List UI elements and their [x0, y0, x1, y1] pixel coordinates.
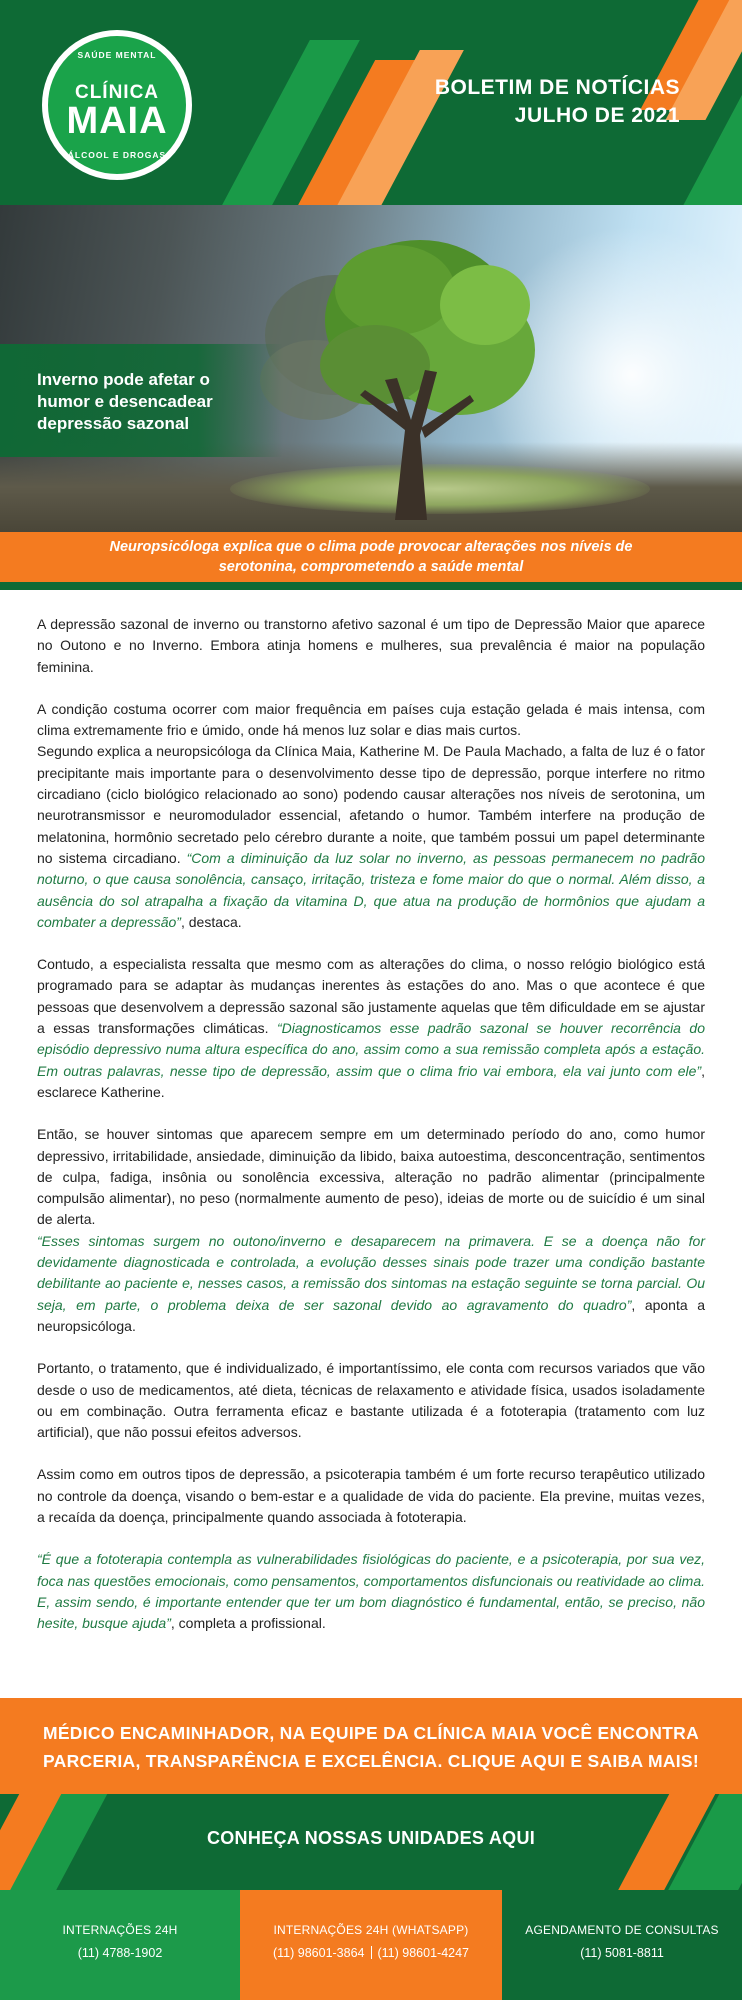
- whatsapp-title: INTERNAÇÕES 24H (WHATSAPP): [273, 1923, 469, 1937]
- article-body: [37, 614, 705, 1655]
- paragraph-8: Assim como em outros tipos de depressão, a psicoterapia também é um forte recurso terapêutico utilizado no controle da doença, visando o bem-estar e a qualidade de vida do paciente. Ela previne, muitas vezes, a recaída da doença, principalmente quando associada à fototerapia.: [37, 1466, 705, 1525]
- logo-ring-bottom-text: ÁLCOOL E DROGAS: [67, 150, 167, 160]
- paragraph-4: [37, 954, 705, 1103]
- appointments-title: AGENDAMENTO DE CONSULTAS: [525, 1923, 719, 1937]
- hero-image: [0, 205, 742, 532]
- footer-column-whatsapp: [240, 1890, 502, 2000]
- paragraph-3-text: Segundo explica a neuropsicóloga da Clínica Maia, Katherine M. De Paula Machado, a falta de luz é o fator precipitante mais importante para o desenvolvimento desse tipo de depressão, porque interfere no ritmo circadiano (ciclo biológico relacionado ao sono) podendo causar alterações nos níveis de serotonina, um neurotransmissor e neuromodulador essencial, afetando o humor. Também interfere na produção de melatonina, hormônio secretado pelo cérebro durante a noite, que também possui um papel determinante no sistema circadiano.: [37, 743, 705, 866]
- footer-column-appointments: [502, 1890, 742, 2000]
- subtitle-divider: [0, 582, 742, 590]
- paragraph-4-tail: , esclarece Katherine.: [37, 1062, 705, 1100]
- paragraph-9-quote: “É que a fototerapia contempla as vulnerabilidades fisiológicas do paciente, e a psicoterapia, por sua vez, foca nas questões emocionais, como pensamentos, comportamentos disfuncionais ou reatividade ao clima. E, assim sendo, é importante entender que ter um bom diagnóstico é fundamental, então, se preciso, não hesite, busque ajuda”: [37, 1551, 705, 1632]
- paragraph-5: Então, se houver sintomas que aparecem sempre em um determinado período do ano, como humor depressivo, irritabilidade, ansiedade, diminuição da libido, baixa autoestima, desconcentração, sentimentos de culpa, fadiga, insônia ou sonolência excessiva, alteração no padrão alimentar (principalmente compulsão alimentar), no peso (normalmente aumento de peso), ideias de morte ou de suicídio é um sinal de alerta.: [37, 1126, 705, 1228]
- bulletin-date: JULHO DE 2021: [514, 104, 680, 127]
- whatsapp-phone-1[interactable]: (11) 98601-3864: [272, 1946, 365, 1960]
- paragraph-7: Portanto, o tratamento, que é individualizado, é importantíssimo, ele conta com recursos variados que vão desde o uso de medicamentos, até dieta, técnicas de relaxamento e atividade física, usados isoladamente ou em combinação. Outra ferramenta eficaz e bastante utilizada é a fototerapia (tratamento com luz artificial), que não possui efeitos adversos.: [37, 1360, 705, 1441]
- clinica-maia-logo[interactable]: [42, 30, 192, 180]
- paragraph-4-quote: “Diagnosticamos esse padrão sazonal se houver recorrência do episódio depressivo numa altura específica do ano, assim como a sua remissão completa após a estação. Em outras palavras, nesse tipo de depressão, assim que o clima frio vai embora, ela vai junto com ele”: [37, 1020, 705, 1079]
- paragraph-2: A condição costuma ocorrer com maior frequência em países cuja estação gelada é mais intensa, com clima extremamente frio e úmido, onde há menos luz solar e dias mais curtos.: [37, 700, 705, 739]
- tree-illustration: [255, 230, 555, 530]
- subtitle-line-2: serotonina, comprometendo a saúde mental: [218, 559, 524, 575]
- whatsapp-phones: [240, 1946, 502, 1960]
- admissions-phone[interactable]: (11) 4788-1902: [77, 1946, 163, 1960]
- logo-name-top: CLÍNICA: [74, 82, 160, 103]
- article-subtitle: [0, 532, 742, 582]
- paragraph-6-tail: , aponta a neuropsicóloga.: [37, 1296, 705, 1334]
- paragraph-3-tail: , destaca.: [180, 913, 242, 930]
- cta-line-2: PARCERIA, TRANSPARÊNCIA E EXCELÊNCIA. CLIQUE AQUI E SAIBA MAIS!: [42, 1751, 700, 1771]
- units-link-label: CONHEÇA NOSSAS UNIDADES AQUI: [206, 1828, 536, 1848]
- admissions-title: INTERNAÇÕES 24H: [62, 1923, 178, 1937]
- whatsapp-phone-2[interactable]: (11) 98601-4247: [377, 1946, 470, 1960]
- header-banner: [0, 0, 742, 205]
- phone-separator: [371, 1946, 372, 1959]
- units-banner[interactable]: [0, 1794, 742, 1890]
- paragraph-6-quote: “Esses sintomas surgem no outono/inverno e desaparecem na primavera. E se a doença não for devidamente diagnosticada e controlada, a evolução desses sinais pode trazer uma condição bastante debilitante ao paciente e, nesses casos, a remissão dos sintomas na estação seguinte se torna parcial. Ou seja, em parte, o problema deixa de ser sazonal devido ao agravamento do quadro”: [37, 1232, 705, 1313]
- contact-footer: [0, 1890, 742, 2000]
- paragraph-3: [37, 741, 705, 933]
- paragraph-4-text: Contudo, a especialista ressalta que mesmo com as alterações do clima, o nosso relógio biológico está programado para se adaptar às mudanças inerentes às estações do ano. Mas o que acontece é que pessoas que desenvolvem a depressão sazonal são justamente aquelas que têm dificuldade em se ajustar a essas transformações climáticas.: [37, 956, 705, 1037]
- subtitle-line-1: Neuropsicóloga explica que o clima pode provocar alterações nos níveis de: [109, 539, 633, 555]
- bulletin-title: BOLETIM DE NOTÍCIAS: [434, 76, 680, 99]
- referring-doctor-cta[interactable]: [0, 1698, 742, 1794]
- logo-ring-top-text: SAÚDE MENTAL: [77, 50, 157, 60]
- cta-line-1: MÉDICO ENCAMINHADOR, NA EQUIPE DA CLÍNICA MAIA VOCÊ ENCONTRA: [42, 1723, 700, 1743]
- paragraph-1: A depressão sazonal de inverno ou transtorno afetivo sazonal é um tipo de Depressão Maior que aparece no Outono e no Inverno. Embora atinja homens e mulheres, sua prevalência é maior na população feminina.: [37, 616, 705, 675]
- appointments-phone[interactable]: (11) 5081-8811: [580, 1946, 664, 1960]
- hero-caption-box: [0, 344, 283, 457]
- logo-name-main: MAIA: [66, 100, 168, 142]
- paragraph-3-quote: “Com a diminuição da luz solar no inverno, as pessoas permanecem no padrão noturno, o que causa sonolência, cansaço, irritação, tristeza e fome maior do que o normal. Além disso, a ausência do sol atrapalha a fixação da vitamina D, que atua na produção de hormônios que ajudam a combater a depressão”: [37, 849, 705, 930]
- paragraph-9: [37, 1549, 705, 1634]
- hero-caption: Inverno pode afetar o humor e desencadear depressão sazonal: [37, 370, 213, 433]
- paragraph-9-tail: , completa a profissional.: [170, 1615, 326, 1632]
- bulletin-heading: [435, 74, 680, 130]
- footer-column-admissions: [0, 1890, 240, 2000]
- paragraph-6: [37, 1231, 705, 1337]
